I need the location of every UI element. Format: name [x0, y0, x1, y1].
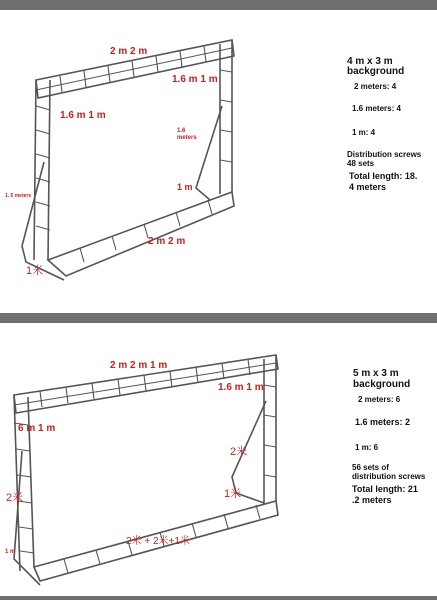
dimension-label-left-side: 1. 6 meters	[5, 193, 32, 199]
left-back-post	[48, 80, 50, 260]
spec-title-line-1: 4 m x 3 m	[347, 56, 393, 67]
spec-screws-line-1: 56 sets of	[352, 463, 389, 472]
spec-total-line-2: .2 meters	[352, 495, 392, 505]
panel-4x3-background	[0, 10, 437, 306]
spec-count-2m: 2 meters: 6	[358, 395, 401, 404]
dimension-label-left-side: 2米	[6, 492, 24, 504]
dimension-label-right-bottom: 1米	[224, 488, 242, 500]
spec-title-line-1: 5 m x 3 m	[353, 368, 399, 379]
bottom-divider-band	[0, 596, 437, 600]
middle-divider-band	[0, 313, 437, 323]
spec-screws-line-2: 48 sets	[347, 159, 375, 168]
spec-total-line-2: 4 meters	[349, 182, 387, 192]
spec-count-1-6m: 1.6 meters: 2	[355, 417, 411, 427]
spec-total-line-1: Total length: 18.	[349, 171, 418, 181]
spec-title-line-2: background	[353, 379, 411, 390]
dimension-label-left-mid: 6 m 1 m	[18, 423, 56, 434]
dimension-label-bottom: 2米 + 2米+1米	[126, 536, 190, 547]
top-divider-band	[0, 0, 437, 10]
spec-screws-line-2: distribution screws	[352, 472, 426, 481]
left-front-post	[34, 80, 36, 260]
dimension-label-left-foot: 1 m	[5, 549, 16, 555]
dimension-label-top: 2 m 2 m	[110, 46, 148, 57]
dimension-label-right-top: 1.6 m 1 m	[218, 382, 264, 393]
spec-title-line-2: background	[347, 66, 405, 77]
truss-frame-5x3-illustration	[0, 323, 437, 600]
spec-screws-line-1: Distribution screws	[347, 150, 422, 159]
spec-total-line-1: Total length: 21	[352, 484, 418, 494]
spec-count-2m: 2 meters: 4	[354, 82, 397, 91]
dimension-label-top: 2 m 2 m 1 m	[110, 360, 168, 371]
spec-count-1-6m: 1.6 meters: 4	[352, 104, 401, 113]
dimension-label-right-side: 2米	[230, 446, 248, 458]
dimension-label-right-bottom: 1 m	[177, 182, 193, 192]
dimension-label-right-top: 1.6 m 1 m	[172, 74, 218, 85]
bottom-truss-beam	[48, 192, 234, 276]
spec-count-1m: 1 m: 4	[352, 128, 376, 137]
panel-5x3-background	[0, 323, 437, 600]
dimension-label-left-foot: 1米	[26, 265, 44, 277]
spec-count-1m: 1 m: 6	[355, 443, 379, 452]
dimension-label-left-mid: 1.6 m 1 m	[60, 110, 106, 121]
right-support-leg	[196, 106, 222, 200]
dimension-label-bottom: 2 m 2 m	[148, 236, 186, 247]
dimension-label-right-side: 1.6 meters	[177, 128, 197, 141]
